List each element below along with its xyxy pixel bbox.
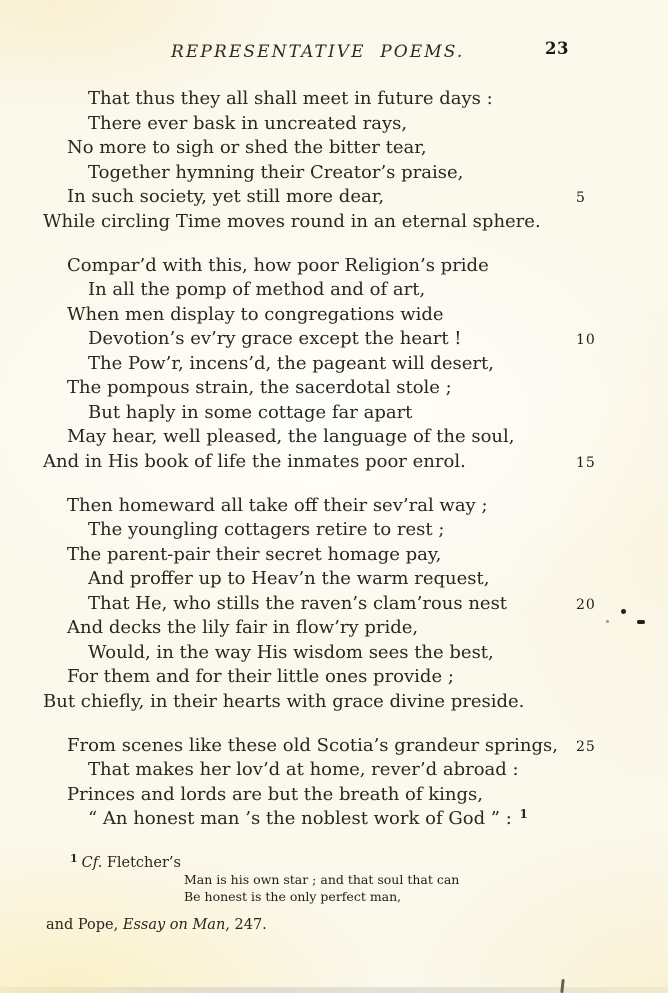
footnote-quote (184, 871, 459, 905)
poem-line-text: For them and for their little ones provide ; (67, 666, 454, 687)
poem-line-text: That makes her lov’d at home, rever’d abroad : (88, 759, 519, 780)
ink-speck (637, 620, 645, 624)
poem-line (43, 87, 608, 112)
poem-line (43, 518, 608, 543)
poem-line-text: May hear, well pleased, the language of the soul, (67, 426, 515, 447)
poem-line (43, 210, 608, 235)
poem-line (43, 401, 608, 426)
poem-line-text: There ever bask in uncreated rays, (88, 112, 408, 134)
poem-line (43, 783, 608, 808)
poem-line-text: Devotion’s ev’ry grace except the heart ! (88, 328, 462, 349)
poem-line (43, 327, 608, 352)
poem-line-text: Would, in the way His wisdom sees the best, (88, 641, 494, 663)
poem-line-text: In all the pomp of method and of art, (88, 279, 426, 300)
poem-line (43, 543, 608, 568)
poem-line (43, 807, 608, 833)
poem-line-text: While circling Time moves round in an eternal sphere. (43, 210, 541, 232)
verse-line-number: 10 (576, 332, 596, 348)
verse-line-number: 20 (576, 596, 596, 613)
stanza-4 (43, 734, 608, 833)
poem-line-text: And decks the lily fair in flow’ry pride, (67, 617, 419, 638)
poem-text (43, 87, 608, 833)
poem-line-text: That thus they all shall meet in future days : (88, 88, 493, 109)
footnote-quote-line: Be honest is the only perfect man, (184, 889, 402, 904)
poem-line (43, 303, 608, 328)
poem-line (43, 592, 608, 617)
poem-line-text: From scenes like these old Scotia’s grandeur springs, (67, 734, 559, 756)
verse-line-number: 5 (576, 190, 586, 206)
ink-speck (606, 620, 609, 623)
poem-line (43, 185, 608, 210)
stanza-2 (43, 254, 608, 475)
footnote-work-title: Essay on Man (122, 917, 226, 933)
footnote-reference: 1 (519, 807, 528, 821)
verse-line-number: 25 (576, 738, 596, 755)
poem-line-text: The youngling cottagers retire to rest ; (88, 519, 445, 540)
poem-line-text: In such society, yet still more dear, (67, 186, 385, 207)
footnote-cf: Cf. (81, 854, 103, 871)
poem-line (43, 567, 608, 592)
poem-line-text: And in His book of life the inmates poor enrol. (43, 450, 466, 472)
footnote-quote-line: Man is his own star ; and that soul that can (184, 872, 460, 887)
poem-line (43, 734, 608, 759)
poem-line-text: When men display to congregations wide (67, 303, 444, 325)
footnote-continuation (46, 917, 267, 934)
footnote-lead (70, 851, 181, 872)
poem-line-text: Together hymning their Creator’s praise, (88, 161, 464, 183)
poem-line (43, 376, 608, 401)
poem-line (43, 352, 608, 377)
poem-line (43, 641, 608, 666)
poem-line (43, 112, 608, 137)
footnote-continuation-suffix: , 247. (225, 917, 267, 933)
poem-line-text: Then homeward all take off their sev’ral way ; (67, 494, 488, 516)
poem-line (43, 665, 608, 690)
poem-line-text: No more to sigh or shed the bitter tear, (67, 137, 427, 158)
poem-line (43, 161, 608, 186)
poem-line (43, 450, 608, 475)
poem-line (43, 690, 608, 715)
poem-line-text: But haply in some cottage far apart (88, 401, 413, 423)
poem-line-text: And proffer up to Heav’n the warm request, (88, 568, 490, 589)
stanza-3 (43, 494, 608, 715)
poem-line-text: The pompous strain, the sacerdotal stole ; (67, 377, 452, 398)
page-number: 23 (545, 39, 569, 58)
footnote-source: Fletcher’s (102, 854, 181, 871)
ink-speck (621, 609, 626, 614)
page-bottom-edge (0, 987, 668, 993)
poem-line (43, 616, 608, 641)
poem-line-text: But chiefly, in their hearts with grace divine preside. (43, 690, 525, 712)
poem-line-text: Princes and lords are but the breath of kings, (67, 783, 484, 805)
poem-line (43, 254, 608, 279)
poem-line (43, 425, 608, 450)
poem-line-text: The Pow’r, incens’d, the pageant will desert, (88, 352, 494, 374)
poem-line (43, 494, 608, 519)
running-header-title: REPRESENTATIVE POEMS. (171, 42, 465, 62)
footnote-continuation-prefix: and Pope, (46, 917, 123, 933)
poem-line (43, 136, 608, 161)
poem-line (43, 278, 608, 303)
poem-line (43, 758, 608, 783)
poem-line-text: “ An honest man ’s the noblest work of God ” : (88, 808, 518, 829)
poem-line-text: Compar’d with this, how poor Religion’s pride (67, 254, 489, 276)
footnote-marker: 1 (70, 852, 78, 865)
poem-line-text: The parent-pair their secret homage pay, (67, 543, 442, 565)
poem-line-text: That He, who stills the raven’s clam’rous nest (88, 592, 508, 614)
stanza-1 (43, 87, 608, 234)
verse-line-number: 15 (576, 454, 596, 471)
